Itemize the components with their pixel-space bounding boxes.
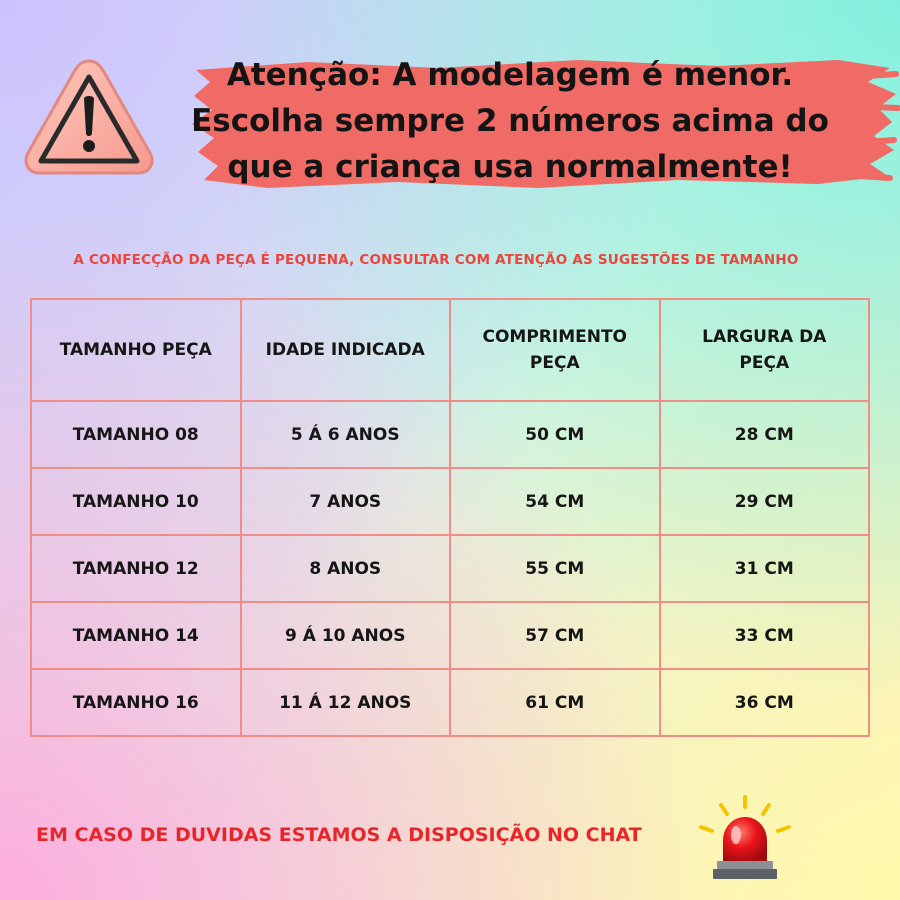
cell-tamanho: TAMANHO 12 (31, 535, 241, 602)
cell-idade: 5 Á 6 ANOS (241, 401, 451, 468)
header-label: IDADE INDICADA (265, 340, 425, 360)
header-idade-indicada (241, 299, 451, 401)
cell-comprimento: 54 CM (450, 468, 660, 535)
header-label: TAMANHO PEÇA (59, 340, 212, 360)
header-label: COMPRIMENTO (482, 327, 628, 347)
header-comprimento-peca (450, 299, 660, 401)
size-notice-subtitle: A CONFECÇÃO DA PEÇA É PEQUENA, CONSULTAR COM ATENÇÃO AS SUGESTÕES DE TAMANHO (73, 252, 799, 268)
header-tamanho-peca (31, 299, 241, 401)
cell-largura: 36 CM (660, 669, 870, 736)
headline-line: Escolha sempre 2 números acima do (191, 103, 829, 139)
cell-tamanho: TAMANHO 14 (31, 602, 241, 669)
table-header-row (31, 299, 869, 401)
headline-line: Atenção: A modelagem é menor. (226, 57, 794, 93)
cell-tamanho: TAMANHO 10 (31, 468, 241, 535)
cell-comprimento: 55 CM (450, 535, 660, 602)
cell-idade: 7 ANOS (241, 468, 451, 535)
table-row (31, 401, 869, 468)
header-label: PEÇA (529, 353, 580, 373)
warning-triangle-icon (22, 55, 157, 180)
cell-comprimento: 61 CM (450, 669, 660, 736)
header-label: LARGURA DA (702, 327, 827, 347)
table-row (31, 468, 869, 535)
cell-largura: 29 CM (660, 468, 870, 535)
header-largura-peca (660, 299, 870, 401)
cell-comprimento: 50 CM (450, 401, 660, 468)
cell-largura: 31 CM (660, 535, 870, 602)
cell-tamanho: TAMANHO 08 (31, 401, 241, 468)
footer-chat-notice: EM CASO DE DUVIDAS ESTAMOS A DISPOSIÇÃO NO CHAT (36, 824, 642, 846)
size-table (30, 298, 870, 737)
table-row (31, 602, 869, 669)
cell-idade: 8 ANOS (241, 535, 451, 602)
table-row (31, 669, 869, 736)
cell-largura: 28 CM (660, 401, 870, 468)
cell-idade: 9 Á 10 ANOS (241, 602, 451, 669)
siren-icon (695, 795, 795, 885)
cell-tamanho: TAMANHO 16 (31, 669, 241, 736)
cell-largura: 33 CM (660, 602, 870, 669)
table-row (31, 535, 869, 602)
header-label: PEÇA (739, 353, 790, 373)
cell-idade: 11 Á 12 ANOS (241, 669, 451, 736)
warning-headline (180, 52, 840, 190)
headline-line: que a criança usa normalmente! (227, 149, 793, 185)
cell-comprimento: 57 CM (450, 602, 660, 669)
